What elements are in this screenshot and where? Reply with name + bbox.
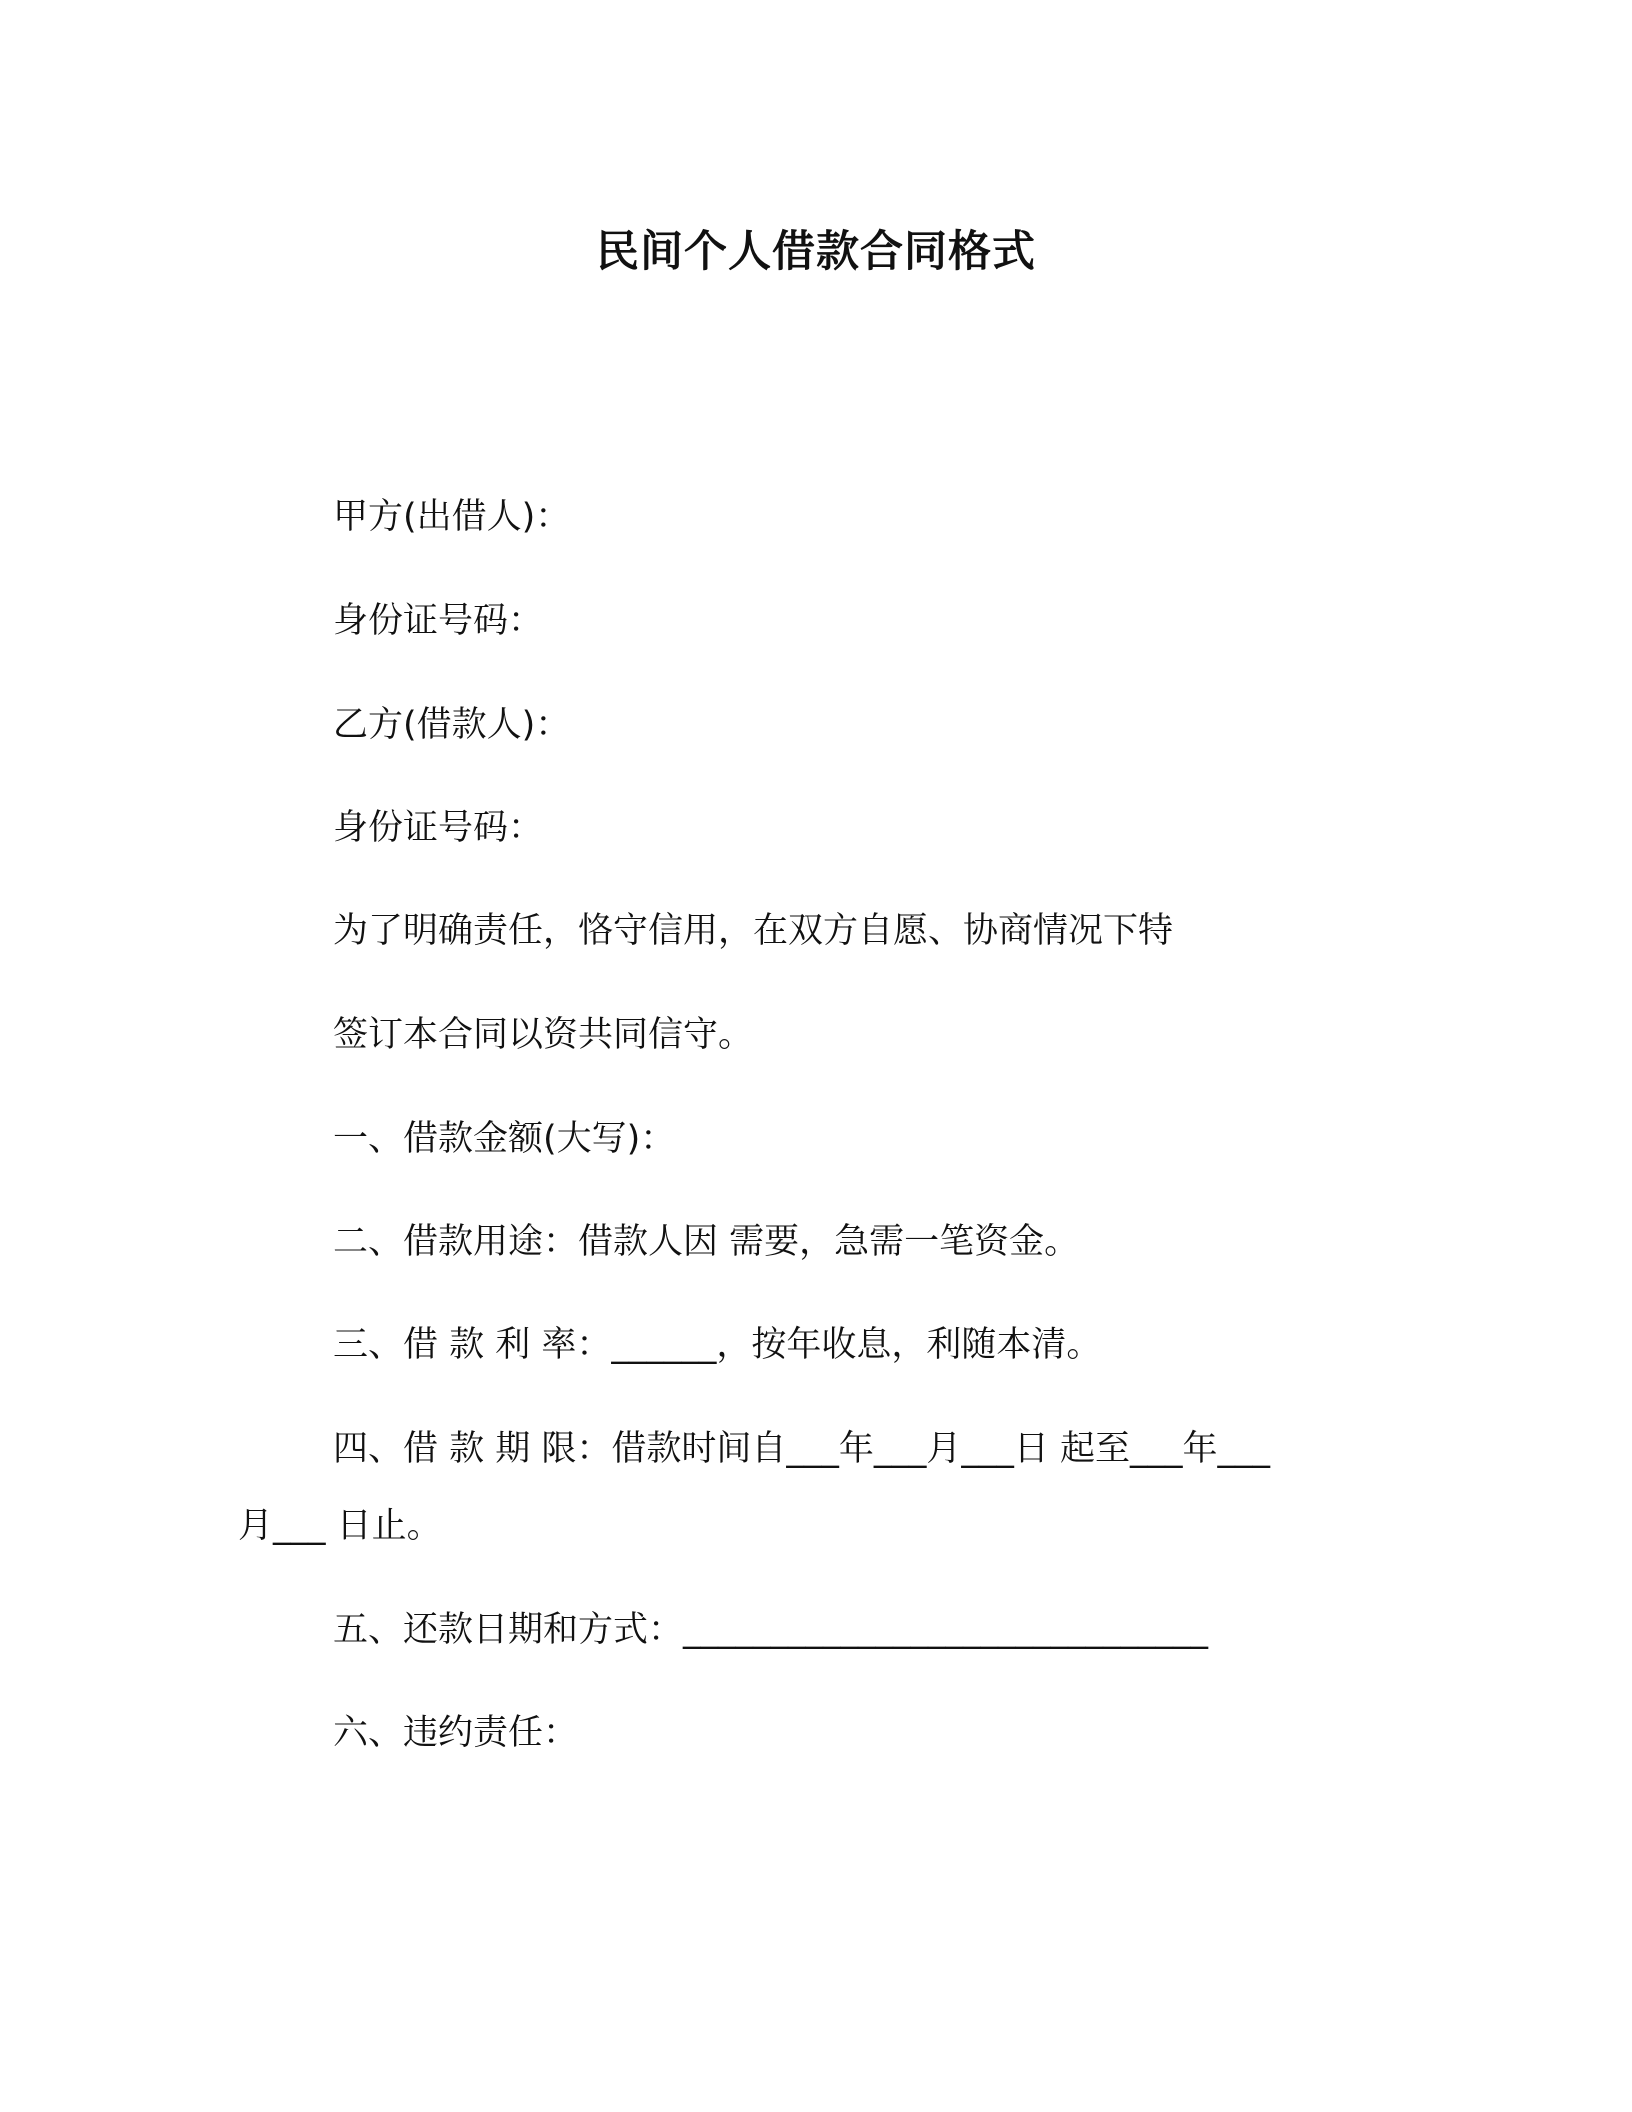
clause-6-breach-liability: 六、违约责任： [333,1713,579,1753]
clause-1-loan-amount: 一、借款金额(大写)： [333,1119,676,1159]
party-a-id-number-line: 身份证号码： [333,601,544,641]
party-b-borrower-line: 乙方(借款人)： [333,705,571,745]
party-a-lender-line: 甲方(出借人)： [333,497,571,537]
preamble-line-2: 签订本合同以资共同信守。 [333,1015,754,1055]
document-title: 民间个人借款合同格式 [596,227,1036,277]
clause-3-interest-rate: 三、借 款 利 率：______，按年收息，利随本清。 [333,1325,1102,1365]
clause-5-repayment: 五、还款日期和方式：______________________________ [333,1610,1209,1650]
clause-2-loan-purpose: 二、借款用途：借款人因 需要，急需一笔资金。 [333,1222,1080,1262]
clause-4-loan-term: 四、借 款 期 限：借款时间自___年___月___日 起至___年___ [333,1429,1271,1469]
party-b-id-number-line: 身份证号码： [333,808,544,848]
preamble-line-1: 为了明确责任，恪守信用，在双方自愿、协商情况下特 [333,911,1174,951]
clause-4-loan-term-continued: 月___ 日止。 [238,1506,442,1546]
